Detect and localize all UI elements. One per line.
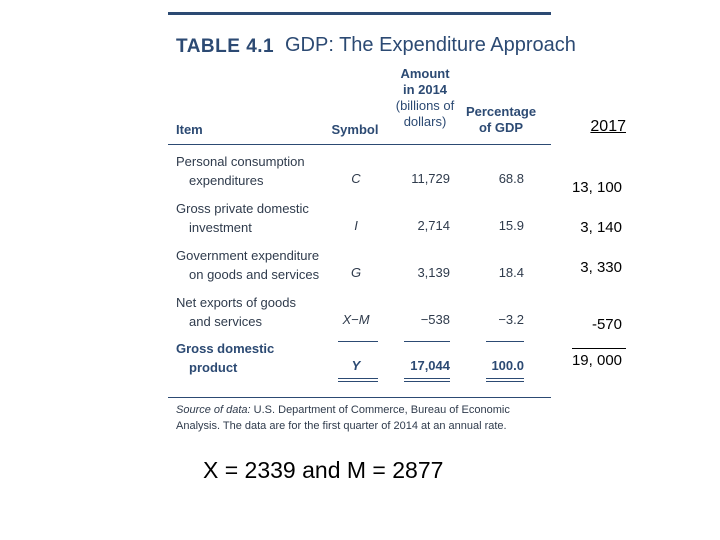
- row-item-line1: Personal consumption: [176, 154, 305, 169]
- header-amount-line4: dollars): [403, 114, 447, 129]
- double-underline: [486, 378, 524, 382]
- row-symbol: I: [354, 218, 358, 233]
- table-label: TABLE 4.1: [176, 36, 275, 57]
- total-symbol: Y: [351, 358, 361, 373]
- row-item: [176, 152, 305, 190]
- sum-line: [404, 341, 450, 342]
- row-percent: −3.2: [498, 312, 524, 327]
- table-title: GDP: The Expenditure Approach: [285, 34, 576, 56]
- value-2017: -570: [591, 316, 622, 333]
- row-percent: 15.9: [498, 218, 524, 233]
- header-amount-line1: Amount: [400, 66, 450, 81]
- total-item: [176, 339, 274, 377]
- header-percent-line1: Percentage: [465, 104, 537, 119]
- row-symbol: C: [351, 171, 361, 186]
- double-underline: [404, 378, 450, 382]
- row-item: [176, 293, 296, 331]
- gdp-table: [168, 12, 576, 437]
- row-item: [176, 246, 319, 284]
- row-item-line1: Gross private domestic: [176, 201, 309, 216]
- header-rule: [168, 144, 551, 145]
- header-symbol: Symbol: [331, 122, 379, 137]
- header-item: Item: [176, 122, 203, 137]
- row-item-line2: investment: [189, 220, 252, 235]
- sum-line: [486, 341, 524, 342]
- top-rule: [168, 12, 551, 15]
- row-amount: 3,139: [417, 265, 450, 280]
- header-amount-line3: (billions of: [395, 98, 455, 113]
- source-note: [176, 402, 546, 434]
- row-percent: 18.4: [498, 265, 524, 280]
- header-amount: [392, 66, 458, 130]
- row-amount: 2,714: [417, 218, 450, 233]
- row-percent: 68.8: [498, 171, 524, 186]
- bottom-rule: [168, 397, 551, 398]
- total-item-line1: Gross domestic: [176, 341, 275, 356]
- total-2017: 19, 000: [571, 352, 622, 369]
- total-amount: 17,044: [410, 358, 450, 373]
- column-2017-header: 2017: [590, 118, 626, 135]
- total-percent: 100.0: [491, 358, 524, 373]
- row-amount: −538: [420, 312, 450, 327]
- sum-line-2017: [572, 348, 626, 349]
- formula-text: X = 2339 and M = 2877: [203, 457, 444, 483]
- row-symbol: G: [350, 265, 362, 280]
- row-item-line2: and services: [189, 314, 262, 329]
- row-item-line2: expenditures: [189, 173, 264, 188]
- total-item-line2: product: [189, 360, 238, 375]
- row-item-line1: Net exports of goods: [176, 295, 296, 310]
- double-underline: [338, 378, 378, 382]
- header-amount-line2: in 2014: [402, 82, 448, 97]
- row-item-line1: Government expenditure: [176, 248, 320, 263]
- value-2017: 3, 140: [580, 219, 622, 236]
- source-text: U.S. Department of Commerce, Bureau of Economic Analysis. The data are for the first quarter of 2014 at an annual rate.: [176, 404, 510, 432]
- row-item: [176, 199, 309, 237]
- value-2017: 3, 330: [580, 259, 622, 276]
- source-label: Source of data:: [176, 404, 251, 416]
- value-2017: 13, 100: [571, 179, 622, 196]
- row-item-line2: on goods and services: [189, 267, 320, 282]
- row-amount: 11,729: [411, 171, 450, 186]
- header-percent-line2: of GDP: [478, 120, 524, 135]
- row-symbol: X−M: [342, 312, 370, 327]
- sum-line: [338, 341, 378, 342]
- header-percent: [464, 104, 538, 136]
